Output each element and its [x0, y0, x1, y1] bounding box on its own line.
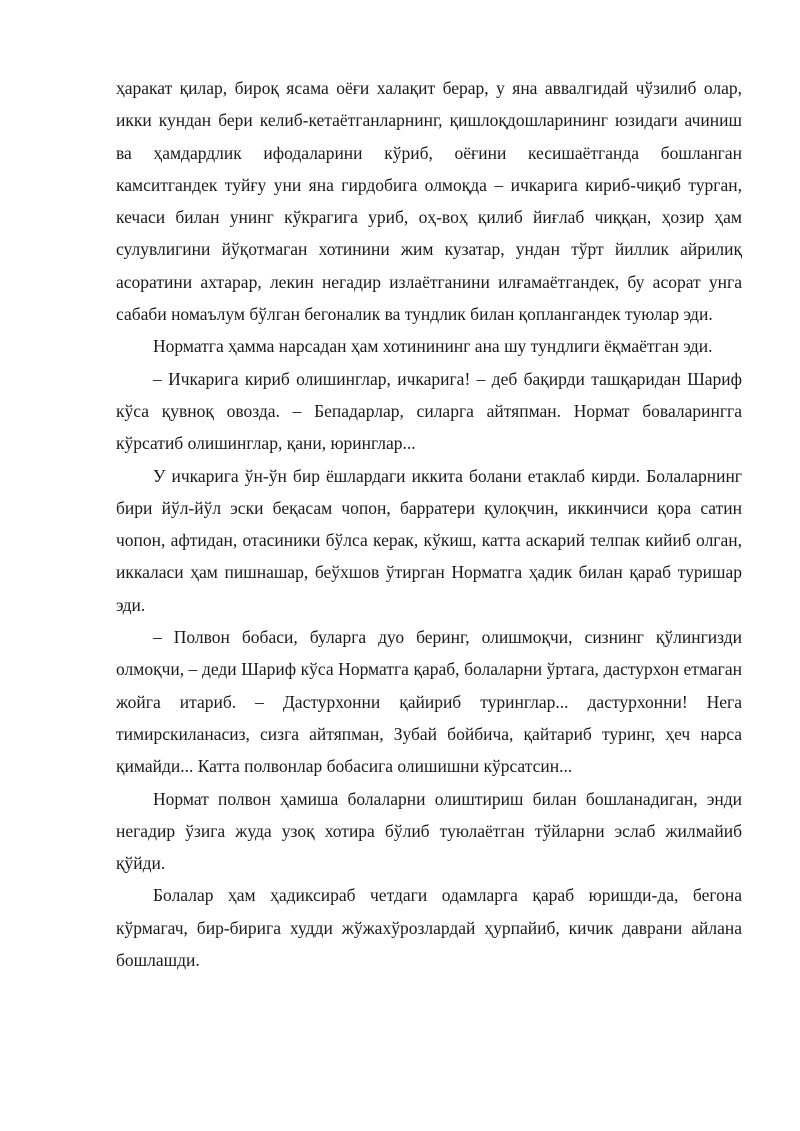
- paragraph-7: Болалар ҳам ҳадиксираб четдаги одамларга қараб юришди-да, бегона кўрмагач, бир-бирига худди жўжахўрозлардай ҳурпайиб, кичик даврани айлана бошлашди.: [116, 885, 742, 971]
- paragraph-4: У ичкарига ўн-ўн бир ёшлардаги иккита болани етаклаб кирди. Болаларнинг бири йўл-йўл эски беқасам чопон, барратери қулоқчин, иккинчиси қора сатин чопон, афтидан, отасиники бўлса керак, кўкиш, катта аскарий телпак кийиб олган, иккаласи ҳам пишнашар, беўхшов ўтирган Норматга ҳадик билан қараб туришар эди.: [116, 465, 742, 615]
- paragraph-3: – Ичкарига кириб олишинглар, ичкарига! – деб бақирди ташқаридан Шариф кўса қувноқ овозда. – Бепадарлар, силарга айтяпман. Нормат боваларингга кўрсатиб олишинглар, қани, юринглар...: [116, 368, 742, 454]
- paragraph-2: Норматга ҳамма нарсадан ҳам хотинининг ана шу тундлиги ёқмаётган эди.: [153, 336, 713, 357]
- paragraph-1: ҳаракат қилар, бироқ ясама оёғи халақит берар, у яна аввалгидай чўзилиб олар, икки кундан бери келиб-кетаётганларнинг, қишлоқдошларининг юзидаги ачиниш ва ҳамдардлик ифодаларини кўриб, оёғини кесишаётганда бошланган камситгандек туйғу уни яна гирдобига олмоқда – ичкарига кириб-чиқиб турган, кечаси билан унинг кўкрагига уриб, оҳ-воҳ қилиб йиғлаб чиққан, ҳозир ҳам сулувлигини йўқотмаган хотинини жим кузатар, ундан тўрт йиллик айрилиқ асоратини ахтарар, лекин негадир излаётганини илғамаётгандек, бу асорат унга сабаби номаълум бўлган бегоналик ва тундлик билан қоплангандек туюлар эди.: [116, 78, 742, 325]
- paragraph-5: – Полвон бобаси, буларга дуо беринг, олишмоқчи, сизнинг қўлингизди олмоқчи, – деди Шариф кўса Норматга қараб, болаларни ўртага, дастурхон етмаган жойга итариб. – Дастурхонни қайириб туринглар... дастурхонни! Нега тимирскиланасиз, сизга айтяпман, Зубай бойбича, қайтариб туринг, ҳеч нарса қимайди... Катта полвонлар бобасига олишишни кўрсатсин...: [116, 627, 742, 777]
- document-page: [116, 72, 742, 976]
- paragraph-6: Нормат полвон ҳамиша болаларни олиштириш билан бошланадиган, энди негадир ўзига жуда узоқ хотира бўлиб туюлаётган тўйларни эслаб жилмайиб қўйди.: [116, 788, 742, 874]
